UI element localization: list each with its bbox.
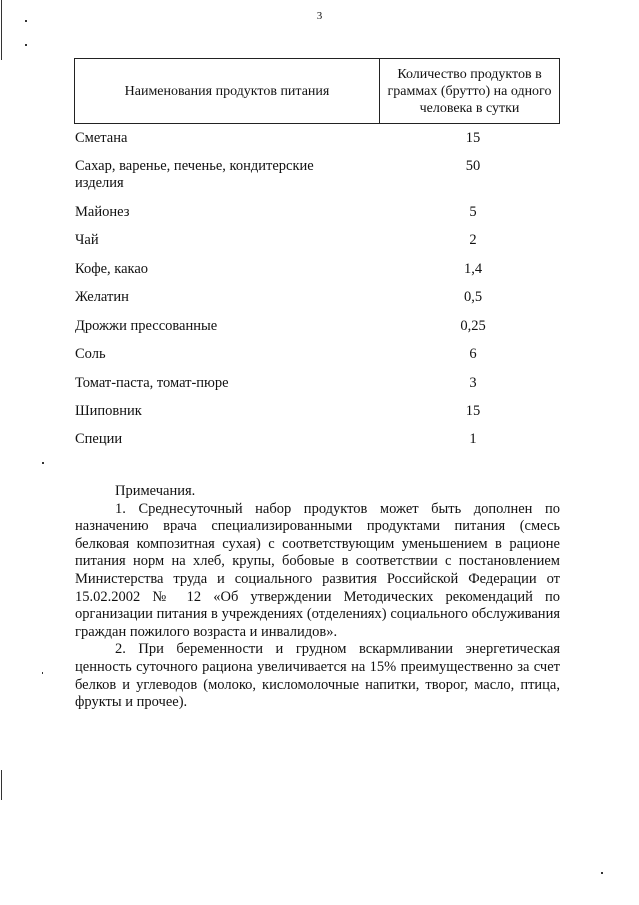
row-quantity: 6 [469, 346, 477, 362]
row-product-name: Сахар, варенье, печенье, кондитерские изделия [75, 158, 314, 191]
row-quantity: 50 [465, 158, 481, 174]
scan-mark [25, 20, 27, 22]
header-quantity: Количество продуктов в граммах (брутто) на одного человека в сутки [387, 66, 552, 116]
row-quantity: 2 [469, 232, 477, 248]
note-paragraph: 2. При беременности и грудном вскармливании энергетическая ценность суточного рациона увеличивается на 15% преимущественно за счет белков и углеводов (молоко, кисломолочные напитки, творог, масло, птица, фрукты и прочее). [75, 641, 560, 711]
note-paragraph: 1. Среднесуточный набор продуктов может быть дополнен по назначению врача специализированными продуктами питания (смесь белковая композитная сухая) с соответствующим уменьшением в рационе питания норм на хлеб, крупы, бобовые в соответствии с постановлением Министерства труда и социального развития Российской Федерации от 15.02.2002 № 12 «Об утверждении Методических рекомендаций по организации питания в учреждениях (отделениях) социального обслуживания граждан пожилого возраста и инвалидов». [75, 500, 560, 640]
row-product-name: Чай [75, 232, 99, 248]
scan-mark [42, 672, 43, 674]
row-quantity: 1 [469, 431, 477, 447]
row-product-name: Соль [75, 346, 106, 362]
row-quantity: 5 [469, 204, 477, 220]
row-product-name: Дрожжи прессованные [75, 318, 218, 334]
scan-mark [25, 44, 27, 46]
page-number: 3 [316, 10, 323, 22]
row-quantity: 0,25 [460, 318, 486, 334]
row-product-name: Кофе, какао [75, 261, 149, 277]
row-quantity: 0,5 [463, 289, 483, 305]
row-quantity: 1,4 [463, 261, 483, 277]
scan-mark [42, 462, 44, 464]
row-product-name: Специи [75, 431, 123, 447]
row-product-name: Майонез [75, 204, 130, 220]
scan-mark [1, 0, 2, 60]
row-product-name: Сметана [75, 130, 128, 146]
header-product-name: Наименования продуктов питания [75, 59, 380, 123]
row-product-name: Шиповник [75, 403, 142, 419]
row-product-name: Томат-паста, томат-пюре [75, 375, 229, 391]
row-quantity: 15 [465, 130, 481, 146]
scan-mark [601, 872, 603, 874]
notes-title: Примечания. [115, 483, 196, 499]
notes-section [75, 483, 560, 712]
row-product-name: Желатин [75, 289, 129, 305]
row-quantity: 3 [469, 375, 477, 391]
table-header [74, 58, 560, 124]
row-quantity: 15 [465, 403, 481, 419]
scan-mark [1, 770, 2, 800]
